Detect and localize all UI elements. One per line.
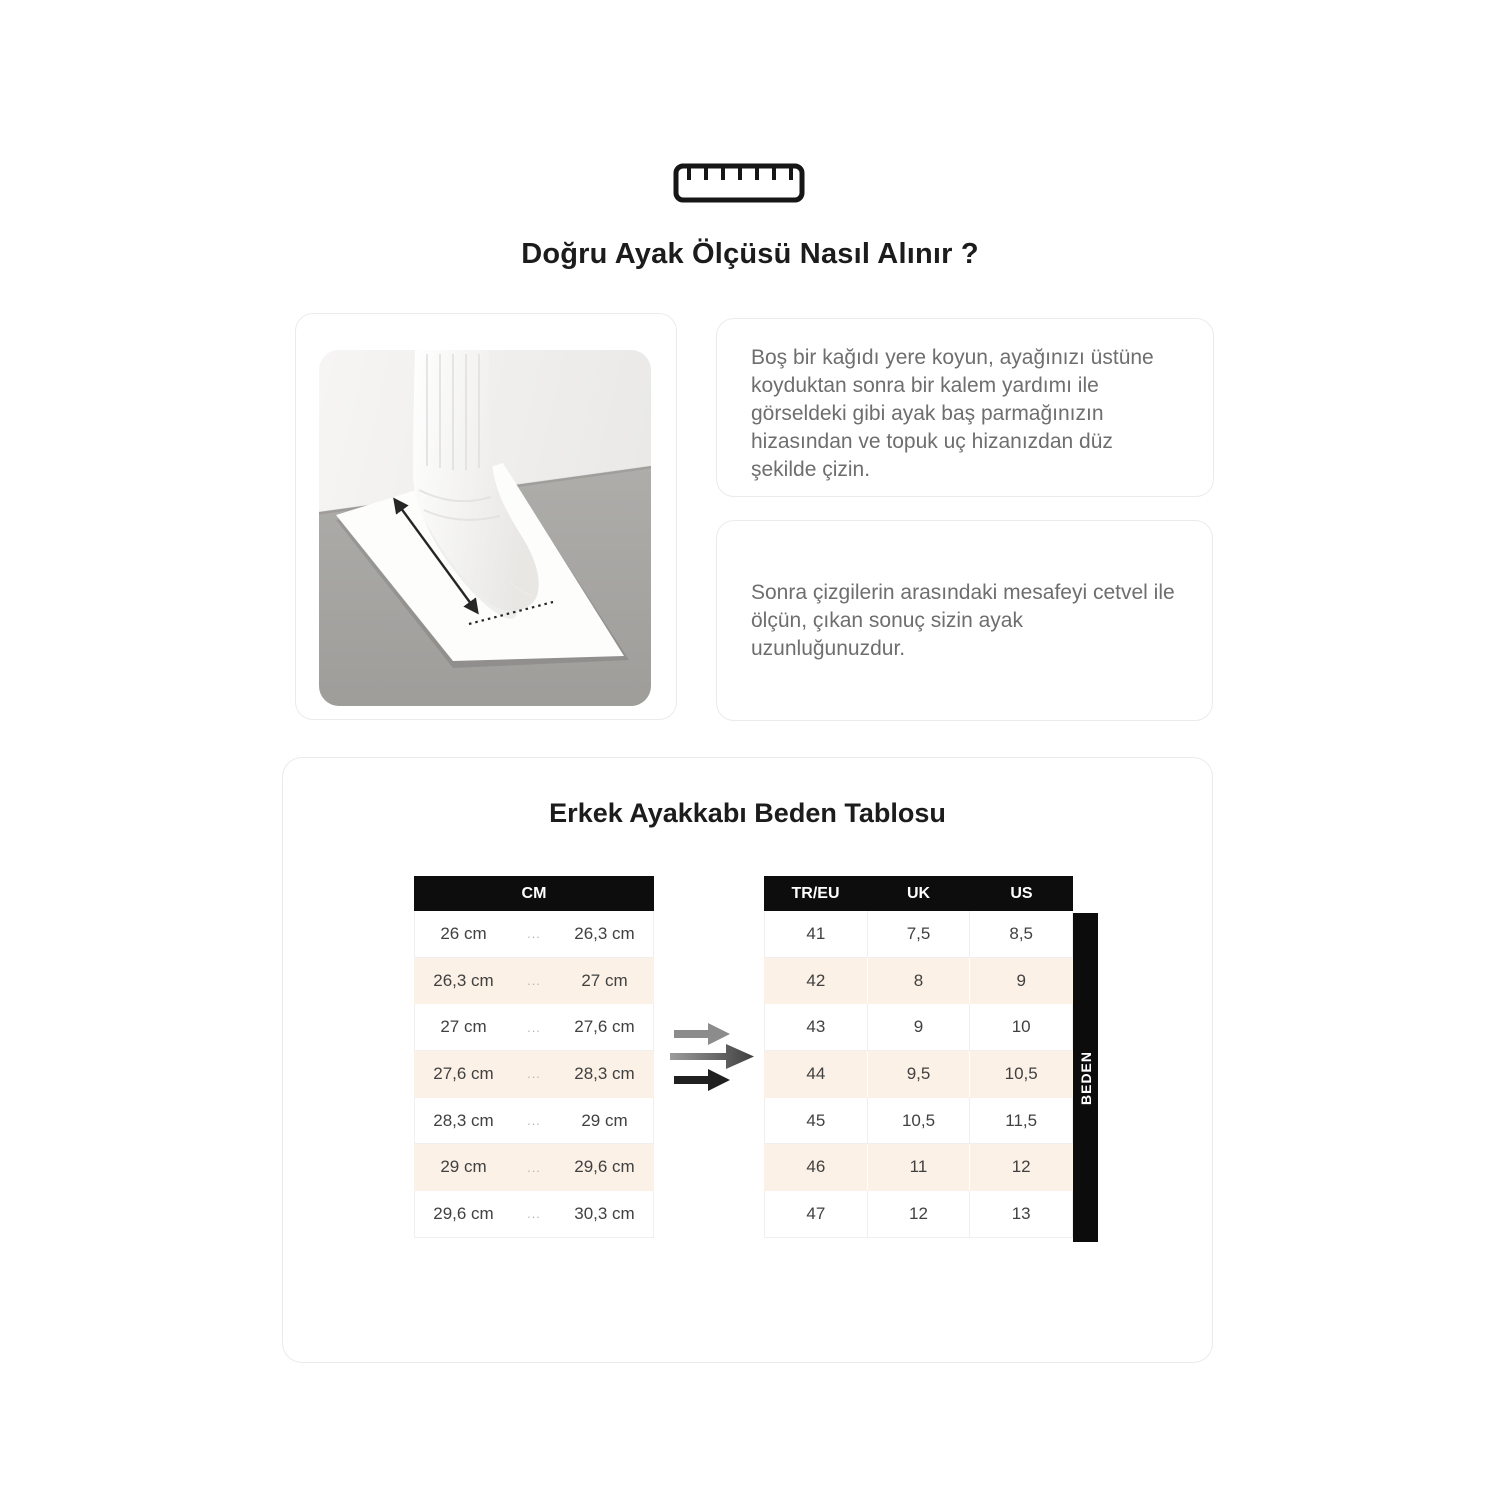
instruction-card-1: [716, 318, 1214, 497]
size-header-tr-eu: TR/EU: [791, 884, 840, 902]
ruler-icon: [673, 163, 805, 203]
size-table-row: 43 9 10: [764, 1004, 1073, 1051]
instruction-card-2: [716, 520, 1213, 721]
cm-table-row: 26,3 cm ... 27 cm: [414, 958, 654, 1005]
size-chart-title: Erkek Ayakkabı Beden Tablosu: [549, 798, 946, 828]
foot-measurement-photo: [319, 350, 651, 706]
size-header-uk: UK: [906, 884, 931, 902]
size-table-row: 42 8 9: [764, 958, 1073, 1005]
cm-table-row: 29 cm ... 29,6 cm: [414, 1144, 654, 1191]
cm-table-header: [414, 876, 654, 911]
size-chart-card: [282, 757, 1213, 1363]
cm-table-row: 27 cm ... 27,6 cm: [414, 1004, 654, 1051]
size-table-header: [764, 876, 1073, 911]
cm-table-row: 27,6 cm ... 28,3 cm: [414, 1051, 654, 1098]
cm-header-label: CM: [521, 884, 547, 902]
size-table-row: 41 7,5 8,5: [764, 911, 1073, 958]
transfer-arrows-icon: [668, 1015, 760, 1095]
size-table-row: 45 10,5 11,5: [764, 1098, 1073, 1145]
cm-table-row: 26 cm ... 26,3 cm: [414, 911, 654, 958]
beden-side-bar: [1073, 913, 1098, 1242]
beden-label: BEDEN: [1077, 1050, 1094, 1105]
cm-table: [414, 876, 654, 1238]
foot-photo-card: [295, 313, 677, 720]
cm-table-rows: [414, 911, 654, 1238]
foot-on-paper-illustration: [319, 350, 651, 706]
cm-table-row: 28,3 cm ... 29 cm: [414, 1098, 654, 1145]
size-table-row: 47 12 13: [764, 1191, 1073, 1238]
size-table-row: 46 11 12: [764, 1144, 1073, 1191]
size-conversion-table: [764, 876, 1073, 1238]
size-table-row: 44 9,5 10,5: [764, 1051, 1073, 1098]
page-title: Doğru Ayak Ölçüsü Nasıl Alınır ?: [521, 238, 979, 270]
size-table-rows: [764, 911, 1073, 1238]
cm-table-row: 29,6 cm ... 30,3 cm: [414, 1191, 654, 1238]
size-header-us: US: [1010, 884, 1033, 902]
instruction-text-1: Boş bir kağıdı yere koyun, ayağınızı üstüne koyduktan sonra bir kalem yardımı ile görseldeki gibi ayak baş parmağınızın hizasından ve topuk uç hizanızdan düz şekilde çizin.: [751, 346, 1154, 481]
instruction-text-2: Sonra çizgilerin arasındaki mesafeyi cetvel ile ölçün, çıkan sonuç sizin ayak uzunluğunuzdur.: [751, 580, 1175, 660]
